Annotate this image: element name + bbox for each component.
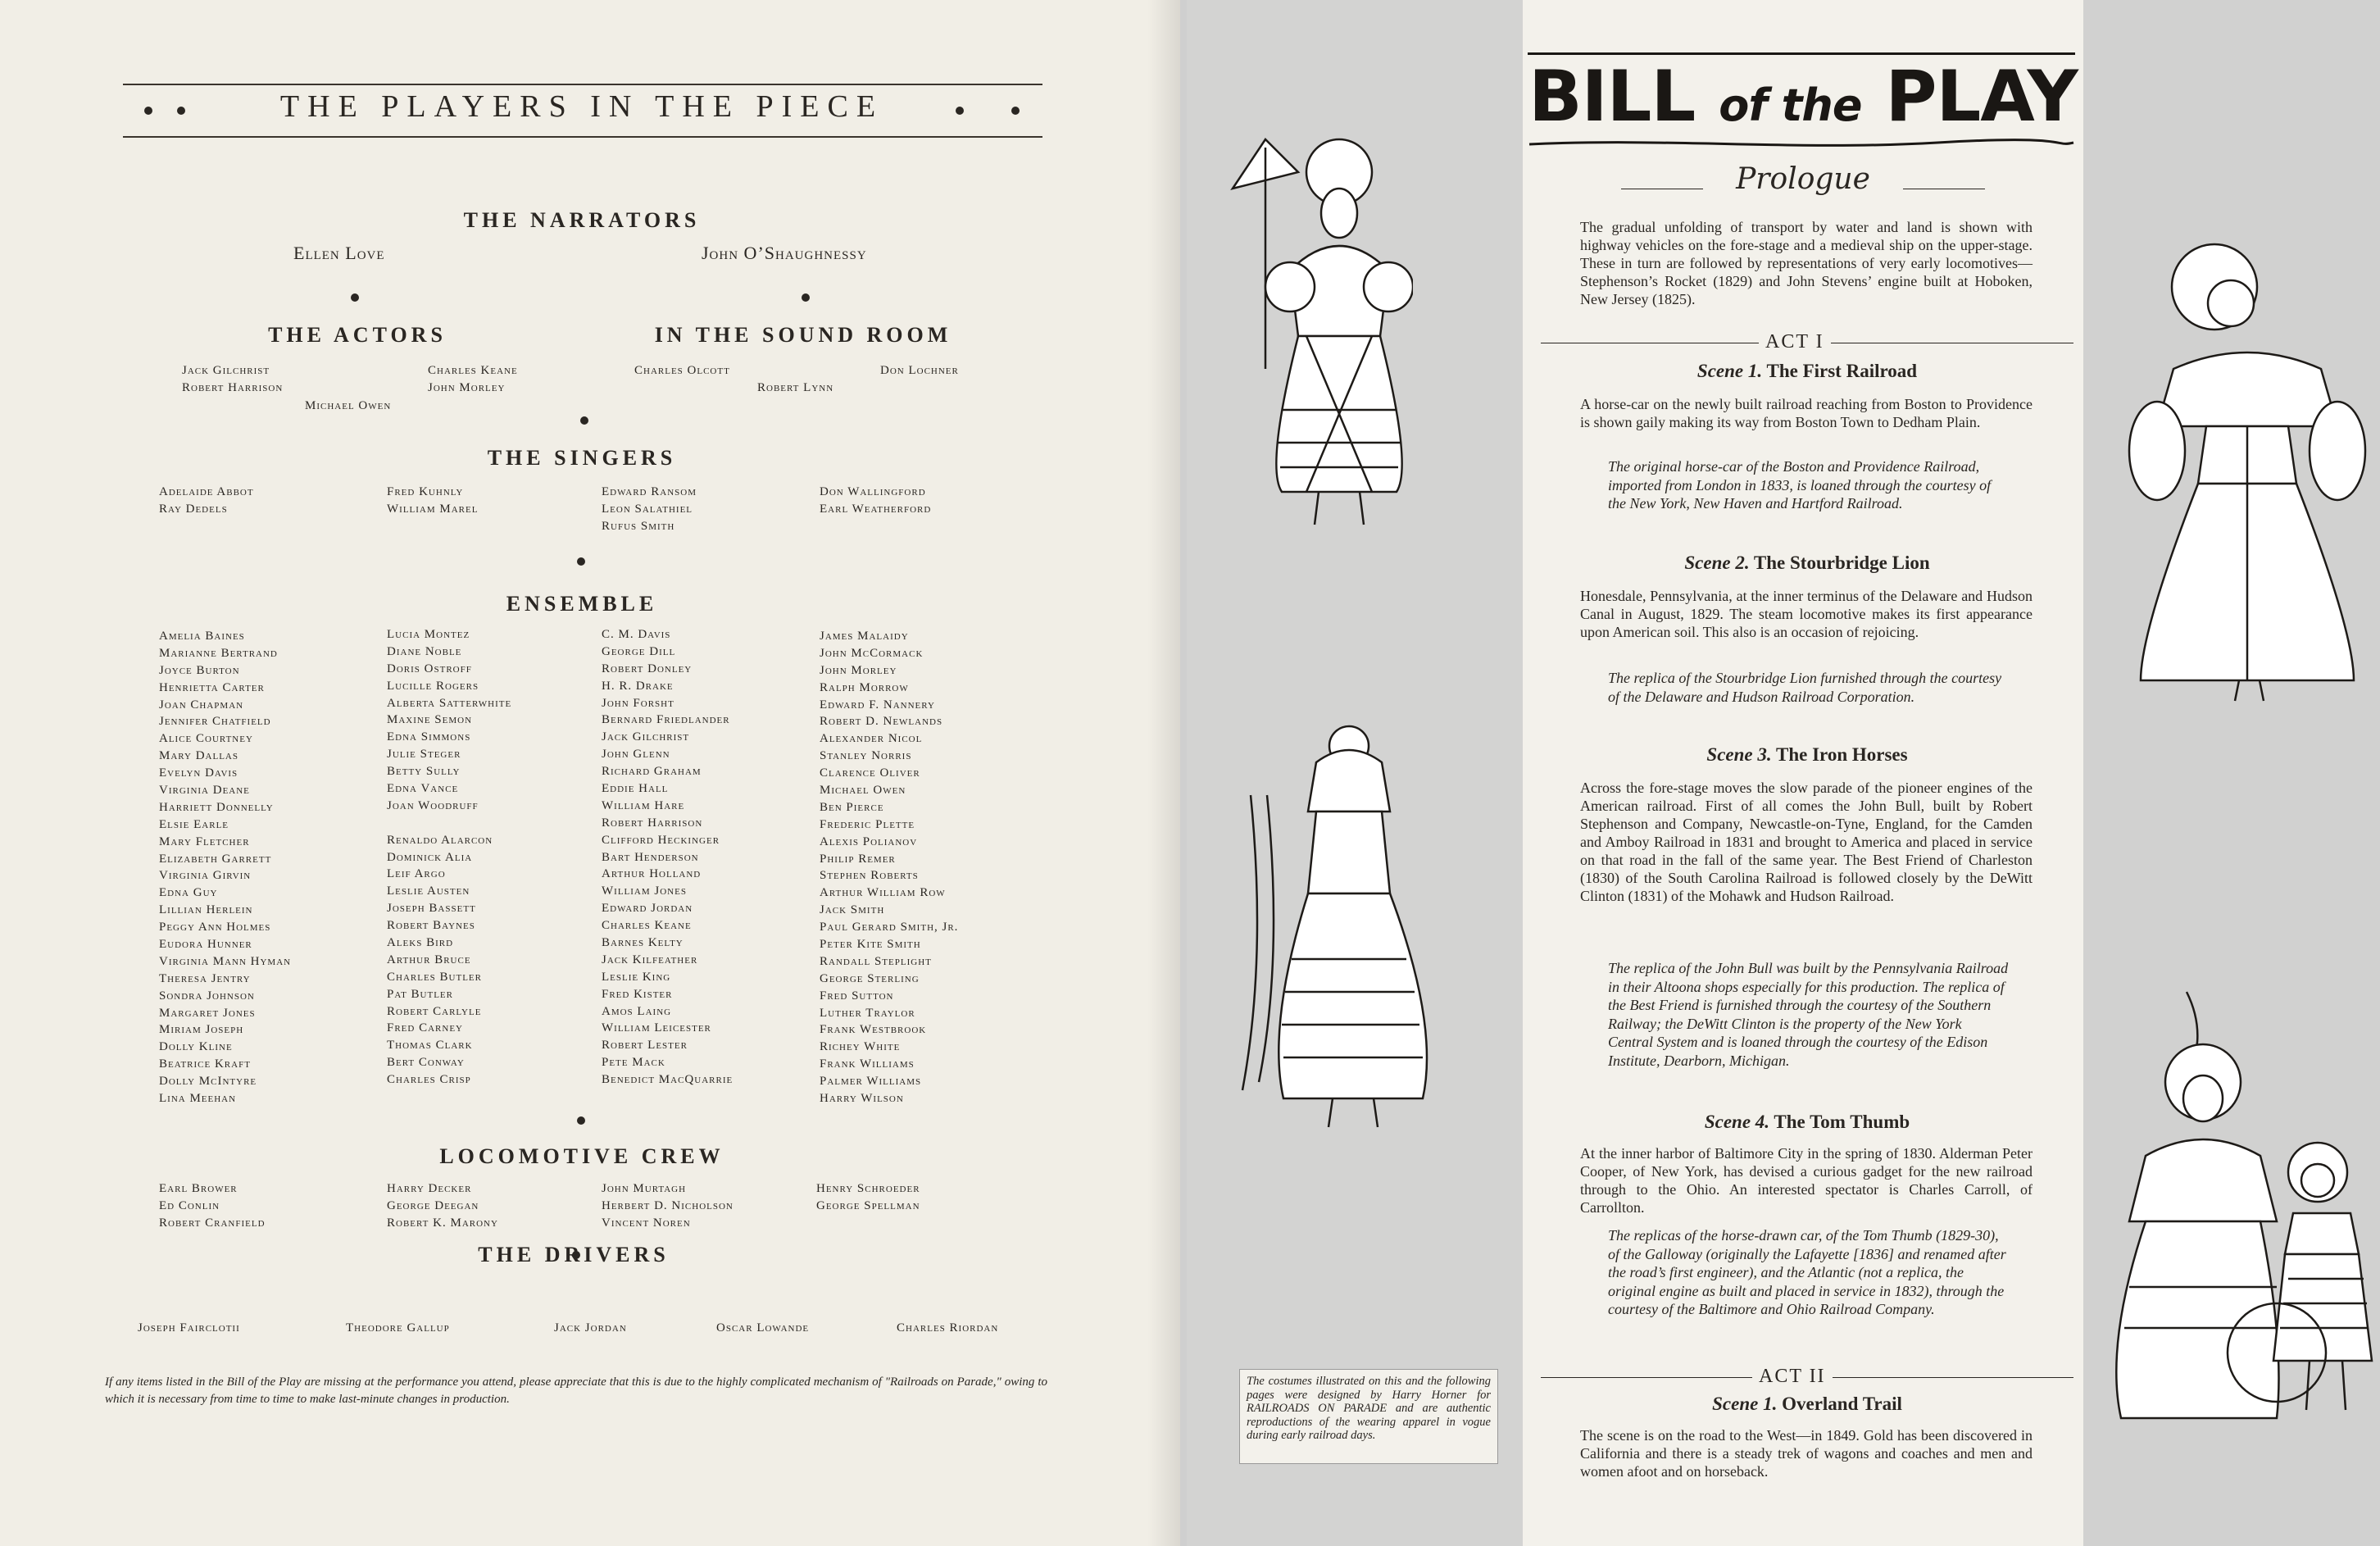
cast-name: Leslie King [602, 970, 671, 984]
singers-heading: THE SINGERS [487, 446, 677, 470]
cast-name: Henry Schroeder [816, 1182, 920, 1195]
cast-name: Eudora Hunner [159, 938, 252, 952]
cast-name: Henrietta Carter [159, 680, 265, 694]
section-dot [577, 557, 585, 566]
ensemble-column [820, 628, 958, 1107]
cast-name: Thomas Clark [387, 1039, 473, 1053]
cast-name: Clarence Oliver [820, 766, 920, 780]
bill-title-word: PLAY [1885, 56, 2078, 138]
cast-name: Dolly McIntyre [159, 1075, 257, 1089]
cast-name: George Spellman [816, 1198, 920, 1212]
ensemble-column [387, 626, 511, 1089]
cast-name: Clifford Heckinger [602, 833, 720, 847]
sound-room-heading: IN THE SOUND ROOM [654, 323, 952, 347]
cast-name: Harry Wilson [820, 1092, 904, 1106]
wavy-rule [1528, 136, 2075, 154]
cast-name: Ralph Morrow [820, 680, 909, 694]
scene-title: The Stourbridge Lion [1753, 552, 1930, 573]
cast-name: C. M. Davis [602, 628, 671, 641]
cast-name: Robert Lester [602, 1039, 688, 1053]
actor-name: Michael Owen [305, 399, 392, 412]
singers-column [602, 484, 697, 535]
cast-name: Diane Noble [387, 644, 462, 658]
narrator-name: John O’Shaughnessy [702, 243, 867, 263]
driver-name: Charles Riordan [897, 1321, 999, 1335]
actor-name: Charles Keane [428, 364, 518, 377]
cast-name: Jack Kilfeather [602, 953, 698, 966]
cast-name: Robert D. Newlands [820, 715, 943, 729]
cast-name: Harriett Donnelly [159, 800, 274, 814]
cast-name: Renaldo Alarcon [387, 833, 493, 847]
cast-name: Virginia Deane [159, 784, 250, 798]
cast-name: Richard Graham [602, 765, 702, 779]
cast-name: Barnes Kelty [602, 936, 684, 950]
cast-name: Elizabeth Garrett [159, 852, 272, 866]
cast-name: Charles Crisp [387, 1073, 471, 1087]
cast-name: Robert Harrison [602, 816, 703, 830]
singer-name: Earl Weatherford [820, 502, 932, 516]
sound-room-name: Charles Olcott [634, 364, 730, 377]
cast-name: Randall Steplight [820, 954, 932, 968]
cast-name: George Deegan [387, 1198, 479, 1212]
cast-name: John Morley [820, 663, 897, 677]
scene-heading [1541, 1112, 2073, 1133]
cast-name: Arthur Bruce [387, 953, 471, 966]
costume-figure-bonnet-lady [2124, 238, 2370, 713]
cast-name: Alberta Satterwhite [387, 696, 512, 710]
scene-label: Scene 4. [1704, 1112, 1770, 1132]
driver-name: Joseph Fairclotii [138, 1321, 240, 1335]
cast-name: H. R. Drake [602, 679, 674, 693]
cast-name: John Glenn [602, 748, 670, 762]
cast-name: Sondra Johnson [159, 989, 255, 1003]
cast-name: Fred Kister [602, 987, 673, 1001]
scene-text: Across the fore-stage moves the slow parade of the pioneer engines of the American railroad. First of all comes the John Bull, built by Robert Stephenson and Company, Newcastle-on-Tyne, England, for the Camden and Amboy Railroad in 1831 and brought to America and placed in service on that road in the fall of the same year. The Best Friend of Charleston (1830) of the South Carolina Railroad is followed closely by the DeWitt Clinton (1831) of the Mohawk and Hudson Railroad. [1580, 780, 2033, 904]
cast-name: Bart Henderson [602, 850, 699, 864]
cast-name: George Sterling [820, 971, 920, 985]
cast-name: Peggy Ann Holmes [159, 921, 271, 934]
cast-name: Alexander Nicol [820, 732, 923, 746]
cast-name: Edna Vance [387, 782, 459, 796]
singer-name: William Marel [387, 502, 479, 516]
act-heading: ACT II [1752, 1366, 1833, 1388]
actor-name: Jack Gilchrist [182, 364, 270, 377]
cast-name: Betty Sully [387, 765, 461, 779]
scene-label: Scene 1. [1696, 361, 1763, 381]
cast-name: Julie Steger [387, 748, 461, 762]
scene-heading [1541, 552, 2073, 574]
cast-name: Charles Butler [387, 970, 482, 984]
act-heading: ACT I [1759, 331, 1831, 353]
cast-name: Theresa Jentry [159, 971, 251, 985]
sound-room-name: Don Lochner [880, 364, 959, 377]
cast-name: Palmer Williams [820, 1075, 922, 1089]
drivers-heading: THE DRIVERS [478, 1243, 670, 1266]
cast-name: Evelyn Davis [159, 766, 238, 780]
cast-name: Robert Carlyle [387, 1004, 482, 1018]
cast-name: Lina Meehan [159, 1092, 237, 1106]
crew-column [816, 1180, 920, 1215]
sound-room-name: Robert Lynn [757, 381, 834, 394]
cast-name: Dominick Alia [387, 850, 473, 864]
cast-name: Edward F. Nannery [820, 698, 935, 712]
cast-name: Alice Courtney [159, 732, 253, 746]
cast-name: John McCormack [820, 646, 924, 660]
cast-name: Bert Conway [387, 1056, 465, 1070]
bill-top-rule [1528, 52, 2075, 55]
cast-name: Maxine Semon [387, 713, 473, 727]
costume-figure-veiled-lady [1234, 713, 1439, 1139]
singer-name: Fred Kuhnly [387, 485, 464, 498]
cast-name: Frank Williams [820, 1057, 915, 1071]
scene-title: The Iron Horses [1775, 744, 1908, 765]
bill-title-word: BILL [1528, 56, 1696, 138]
cast-name: Marianne Bertrand [159, 646, 278, 660]
cast-name: Edna Simmons [387, 730, 471, 744]
prologue-text: The gradual unfolding of transport by water and land is shown with highway vehicles on the fore-stage and a medieval ship on the upper-stage. These in turn are followed by representations of very early locomotives—Stephenson’s Rocket (1829) and John Stevens’ engine built at Hoboken, New Jersey (1825). [1580, 219, 2033, 307]
cast-name: Amos Laing [602, 1004, 672, 1018]
locomotive-crew-heading: LOCOMOTIVE CREW [439, 1144, 724, 1168]
scene-text: At the inner harbor of Baltimore City in the spring of 1830. Alderman Peter Cooper, of New York, has devised a curious gadget for the new railroad through to the Ohio. An interested spectator is Charles Carroll, of Carrollton. [1580, 1145, 2033, 1216]
cast-name: Robert K. Marony [387, 1216, 498, 1230]
cast-name: Margaret Jones [159, 1006, 256, 1020]
cast-name: Fred Sutton [820, 989, 894, 1003]
scene-label: Scene 2. [1684, 552, 1750, 573]
cast-name: Leslie Austen [387, 884, 470, 898]
cast-name: Pat Butler [387, 987, 453, 1001]
cast-name: Joyce Burton [159, 663, 240, 677]
crew-column [159, 1180, 266, 1232]
cast-name: Jack Gilchrist [602, 730, 690, 744]
scene-heading [1541, 1394, 2073, 1415]
cast-name: Lucia Montez [387, 628, 470, 641]
section-dot [577, 1116, 585, 1125]
costume-caption: The costumes illustrated on this and the following pages were designed by Harry Horner for RAILROADS ON PARADE and are authentic reproductions of the wearing apparel in vogue during early railroad days. [1239, 1369, 1498, 1464]
crew-column [387, 1180, 498, 1232]
cast-name: William Leicester [602, 1021, 711, 1035]
section-dot [351, 293, 359, 302]
cast-name: Jennifer Chatfield [159, 715, 271, 729]
cast-name: Herbert D. Nicholson [602, 1198, 734, 1212]
cast-name: Virginia Mann Hyman [159, 954, 292, 968]
cast-name: Arthur William Row [820, 886, 946, 900]
costume-figure-umbrella-lady [1216, 123, 1413, 533]
cast-name: Michael Owen [820, 784, 906, 798]
scene-heading [1541, 744, 2073, 766]
cast-name: William Hare [602, 798, 685, 812]
cast-name: Edward Jordan [602, 902, 693, 916]
prologue-heading: Prologue [1736, 162, 1870, 196]
cast-name: Philip Remer [820, 852, 896, 866]
cast-name: Aleks Bird [387, 936, 454, 950]
cast-name: Stanley Norris [820, 749, 912, 763]
bill-title-small: of the [1719, 80, 1862, 131]
scene-title: The Tom Thumb [1774, 1112, 1910, 1132]
driver-name: Jack Jordan [554, 1321, 627, 1335]
narrators-heading: THE NARRATORS [463, 208, 701, 232]
cast-name: Arthur Holland [602, 867, 702, 881]
cast-name: Leif Argo [387, 867, 446, 881]
ensemble-column [159, 628, 291, 1107]
scene-note: The replica of the John Bull was built by the Pennsylvania Railroad in their Altoona shops especially for this production. The replica of the Best Friend is furnished through the courtesy of the Southern Railway; the DeWitt Clinton is the property of the New York Central System and is loaned through the courtesy of the Edison Institute, Dearborn, Michigan. [1608, 960, 2009, 1069]
section-dot [580, 416, 588, 425]
cast-name: Doris Ostroff [387, 662, 472, 675]
ensemble-heading: ENSEMBLE [506, 592, 658, 616]
cast-name: Lillian Herlein [159, 903, 253, 917]
scene-label: Scene 3. [1706, 744, 1772, 765]
cast-name: Elsie Earle [159, 817, 229, 831]
cast-name: Amelia Baines [159, 630, 245, 643]
top-rule [123, 84, 1042, 85]
singer-name: Adelaide Abbot [159, 485, 254, 498]
cast-name: Benedict MacQuarrie [602, 1073, 734, 1087]
ensemble-column [602, 626, 733, 1089]
cast-name: Vincent Noren [602, 1216, 691, 1230]
bill-title [1526, 56, 2080, 147]
cast-name: Ed Conlin [159, 1198, 220, 1212]
scene-text: A horse-car on the newly built railroad reaching from Boston to Providence is shown gaily making its way from Boston Town to Dedham Plain. [1580, 396, 2033, 430]
narrator-name: Ellen Love [293, 243, 385, 263]
cast-name: Lucille Rogers [387, 679, 479, 693]
singer-name: Edward Ransom [602, 485, 697, 498]
cast-name: Robert Donley [602, 662, 693, 675]
cast-name [387, 815, 511, 832]
cast-name: Beatrice Kraft [159, 1057, 251, 1071]
cast-name: Paul Gerard Smith, Jr. [820, 921, 959, 934]
players-page [0, 0, 1180, 1546]
cast-name: Mary Fletcher [159, 834, 250, 848]
cast-name: Miriam Joseph [159, 1023, 244, 1037]
scene-text: The scene is on the road to the West—in 1849. Gold has been discovered in California and there is a steady trek of wagons and coaches and men and women afoot and on horseback. [1580, 1427, 2033, 1480]
cast-name: Robert Baynes [387, 919, 475, 933]
cast-name: Frank Westbrook [820, 1023, 927, 1037]
singers-column [159, 484, 254, 518]
costume-figure-mother-child [2113, 975, 2380, 1451]
singer-name: Don Wallingford [820, 485, 926, 498]
cast-name: George Dill [602, 644, 676, 658]
cast-name: Frederic Plette [820, 817, 915, 831]
cast-name: William Jones [602, 884, 687, 898]
driver-name: Oscar Lowande [716, 1321, 810, 1335]
cast-name: Mary Dallas [159, 749, 238, 763]
cast-name: Luther Traylor [820, 1006, 915, 1020]
cast-name: Dolly Kline [159, 1040, 233, 1054]
cast-name: Eddie Hall [602, 782, 669, 796]
cast-name: John Forsht [602, 696, 674, 710]
cast-name: Charles Keane [602, 919, 692, 933]
footnote: If any items listed in the Bill of the Play are missing at the performance you attend, please appreciate that this is due to the highly complicated mechanism of "Railroads on Parade," owing to which it is necessary from time to time to make last-minute changes in production. [105, 1375, 1047, 1406]
cast-name: Peter Kite Smith [820, 938, 921, 952]
cast-name: Ben Pierce [820, 800, 884, 814]
cast-name: Alexis Polianov [820, 834, 918, 848]
cast-name: Bernard Friedlander [602, 713, 730, 727]
actor-name: John Morley [428, 381, 506, 394]
title-bottom-rule [123, 136, 1042, 138]
scene-text: Honesdale, Pennsylvania, at the inner terminus of the Delaware and Hudson Canal in August, 1829. The steam locomotive makes its first appearance upon American soil. This also is an occasion of rejoicing. [1580, 588, 2033, 640]
cast-name: Richey White [820, 1040, 901, 1054]
scene-heading [1541, 361, 2073, 382]
cast-name: John Murtagh [602, 1182, 687, 1195]
scene-title: Overland Trail [1782, 1394, 1902, 1414]
cast-name: Joseph Bassett [387, 902, 476, 916]
crew-column [602, 1180, 734, 1232]
cast-name: Pete Mack [602, 1056, 665, 1070]
cast-name: Fred Carney [387, 1021, 463, 1035]
singers-column [820, 484, 931, 518]
cast-name: Edna Guy [159, 886, 218, 900]
singers-column [387, 484, 478, 518]
cast-name: James Malaidy [820, 630, 909, 643]
scene-note: The replica of the Stourbridge Lion furnished through the courtesy of the Delaware and Hudson Railroad Corporation. [1608, 670, 2002, 705]
cast-name: Robert Cranfield [159, 1216, 266, 1230]
actor-name: Robert Harrison [182, 381, 284, 394]
cast-name: Virginia Girvin [159, 869, 252, 883]
actors-heading: THE ACTORS [268, 323, 447, 347]
singer-name: Rufus Smith [602, 519, 675, 533]
players-title: THE PLAYERS IN THE PIECE [279, 89, 884, 124]
singer-name: Ray Dedels [159, 502, 228, 516]
scene-note: The replicas of the horse-drawn car, of the Tom Thumb (1829-30), of the Galloway (originally the Lafayette [1836] and renamed after the road’s first engineer), and the Atlantic (not a replica, the original engine as built and placed in service in 1832), through the courtesy of the Baltimore and Ohio Railroad Company. [1608, 1227, 2006, 1317]
driver-name: Theodore Gallup [346, 1321, 450, 1335]
section-dot [802, 293, 810, 302]
scene-title: The First Railroad [1766, 361, 1918, 381]
cast-name: Joan Chapman [159, 698, 244, 712]
singer-name: Leon Salathiel [602, 502, 693, 516]
cast-name: Joan Woodruff [387, 798, 479, 812]
scene-note: The original horse-car of the Boston and Providence Railroad, imported from London in 1833, is loaned through the courtesy of the New York, New Haven and Hartford Railroad. [1608, 458, 1992, 512]
cast-name: Jack Smith [820, 903, 885, 917]
cast-name: Earl Brower [159, 1182, 238, 1195]
cast-name: Stephen Roberts [820, 869, 919, 883]
cast-name: Harry Decker [387, 1182, 472, 1195]
scene-label: Scene 1. [1712, 1394, 1778, 1414]
